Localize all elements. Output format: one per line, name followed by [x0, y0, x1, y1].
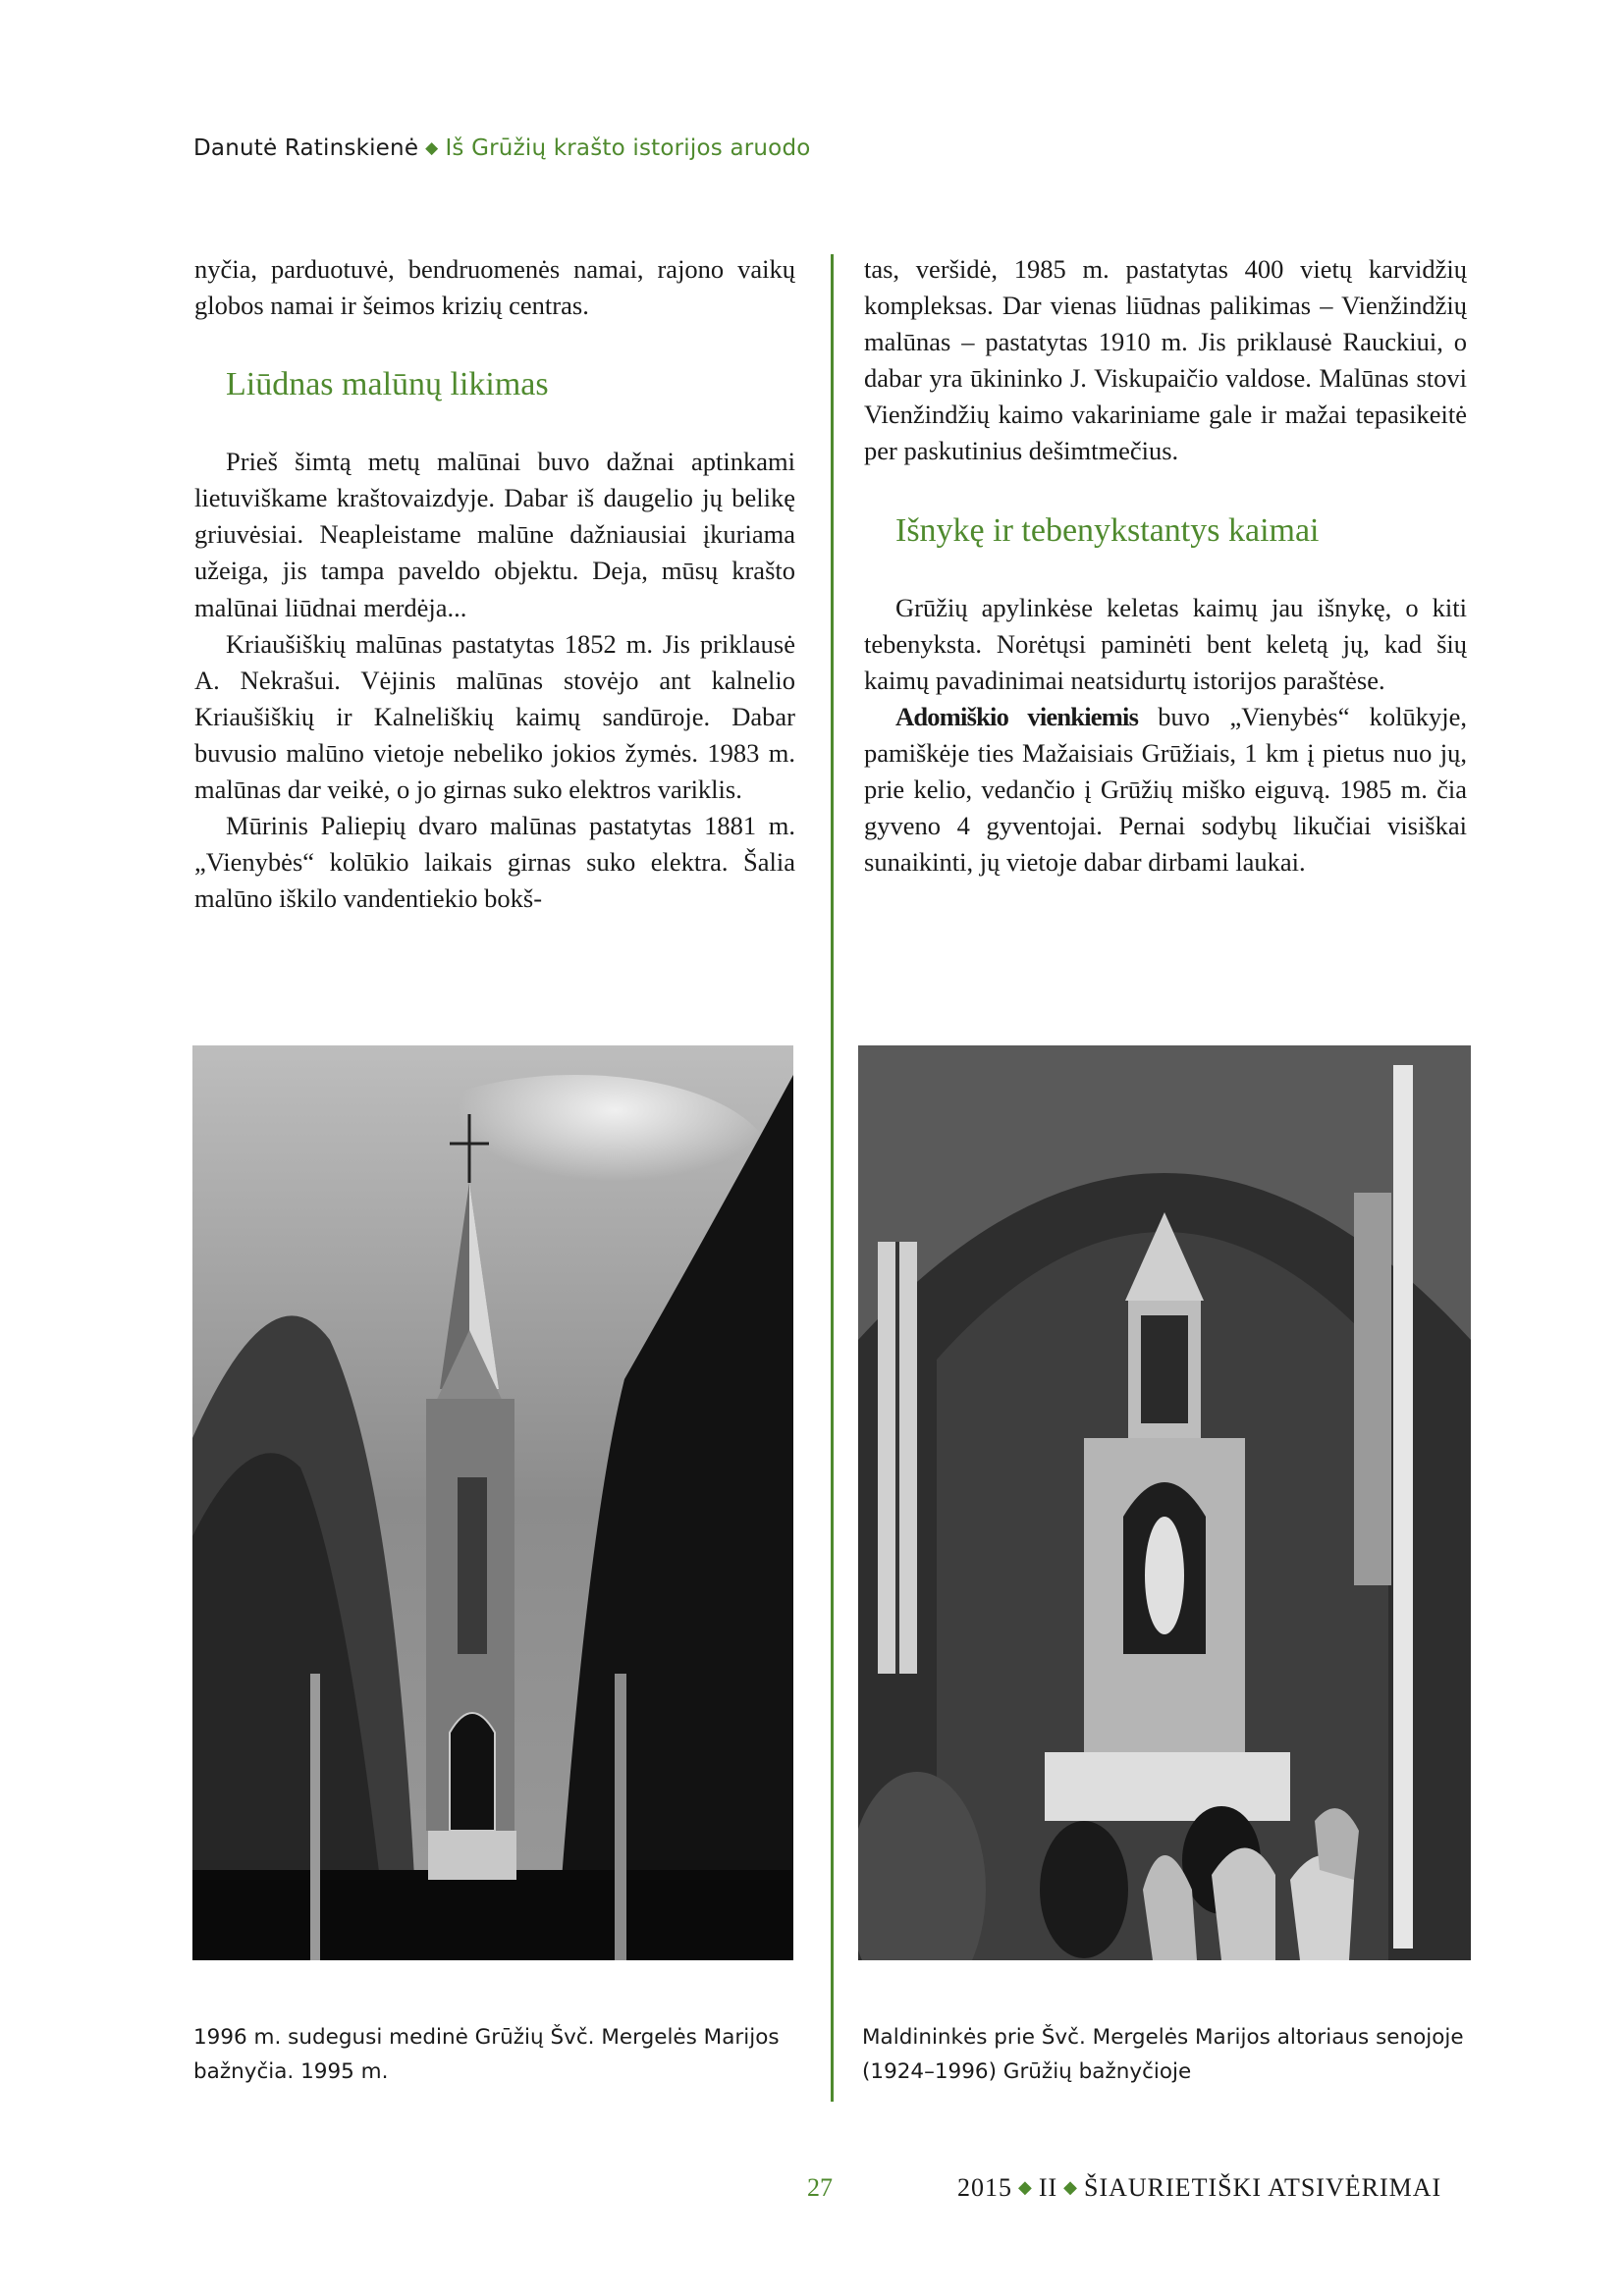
journal-footer [957, 2173, 1441, 2203]
figure-caption-altar: Maldininkės prie Švč. Mergelės Marijos altoriaus senojoje (1924–1996) Grūžių bažnyčioje [862, 2025, 1464, 2084]
paragraph: Prieš šimtą metų malūnai buvo dažnai aptinkami lietuviškame kraštovaizdyje. Dabar iš daugelio jų belikę griuvėsiai. Neapleistame malūne dažniausiai įkuriama užeiga, jis tampa paveldo objektu. Deja, mūsų krašto malūnai liūdnai merdėja... [194, 447, 795, 622]
paragraph-highlight [864, 699, 1467, 881]
figure-caption-church: 1996 m. sudegusi medinė Grūžių Švč. Mergelės Marijos bažnyčia. 1995 m. [193, 2025, 780, 2084]
running-head [193, 135, 811, 161]
church-exterior-photo [192, 1045, 793, 1960]
page-number: 27 [807, 2173, 833, 2202]
issue-number: II [1038, 2173, 1058, 2202]
journal-title: ŠIAURIETIŠKI ATSIVĖRIMAI [1084, 2173, 1442, 2202]
diamond-icon: ◆ [1018, 2177, 1033, 2197]
altar-photo-image [858, 1045, 1471, 1960]
altar-interior-photo [858, 1045, 1471, 1960]
paragraph-text: buvo „Vienybės“ kolūkyje, pamiškėje ties Mažaisiais Grūžiais, 1 km į pietus nuo jų, prie kelio, vedančio į Grūžių miško eiguvą. 1985 m. čia gyveno 4 gyventojai. Pernai sodybų likučiai visiškai sunaikinti, jų vietoje dabar dirbami laukai. [864, 701, 1467, 878]
paragraph: Mūrinis Paliepių dvaro malūnas pastatytas 1881 m. „Vienybės“ kolūkio laikais girnas suko elektra. Šalia malūno iškilo vandentiekio bokš- [194, 811, 795, 914]
column-divider [831, 254, 834, 2102]
right-column [864, 251, 1467, 881]
bold-lead: Adomiškio vienkiemis [895, 701, 1139, 731]
section-title-villages: Išnykę ir tebenykstantys kaimai [895, 511, 1320, 549]
paragraph-continued: tas, veršidė, 1985 m. pastatytas 400 vietų karvidžių kompleksas. Dar vienas liūdnas palikimas – Vienžindžių malūnas – pastatytas 1910 m. Jis priklausė Rauckiui, o dabar yra ūkininko J. Viskupaičio valdose. Malūnas stovi Vienžindžių kaimo vakariniame gale ir mažai tepasikeitė per paskutinius dešimtmečius. [864, 254, 1467, 466]
diamond-icon: ◆ [1063, 2177, 1079, 2197]
left-column [194, 251, 795, 917]
section-title-mills: Liūdnas malūnų likimas [226, 366, 549, 403]
paragraph: Grūžių apylinkėse keletas kaimų jau išnykę, o kiti tebenyksta. Norėtųsi paminėti bent keletą jų, kad šių kaimų pavadinimai neatsidurtų istorijos paraštėse. [864, 592, 1467, 695]
diamond-icon: ◆ [425, 138, 439, 158]
paragraph: Kriaušiškių malūnas pastatytas 1852 m. Jis priklausė A. Nekrašui. Vėjinis malūnas stovėjo ant kalnelio Kriaušiškių ir Kalneliškių kaimų sandūroje. Dabar buvusio malūno vietoje nebeliko jokios žymės. 1983 m. malūnas dar veikė, o jo girnas suko elektros variklis. [194, 628, 795, 805]
issue-year: 2015 [957, 2173, 1012, 2202]
series-title: Iš Grūžių krašto istorijos aruodo [445, 135, 811, 161]
church-photo-image [192, 1045, 793, 1960]
paragraph-continued: nyčia, parduotuvė, bendruomenės namai, rajono vaikų globos namai ir šeimos krizių centras. [194, 254, 795, 321]
author-name: Danutė Ratinskienė [193, 135, 419, 161]
